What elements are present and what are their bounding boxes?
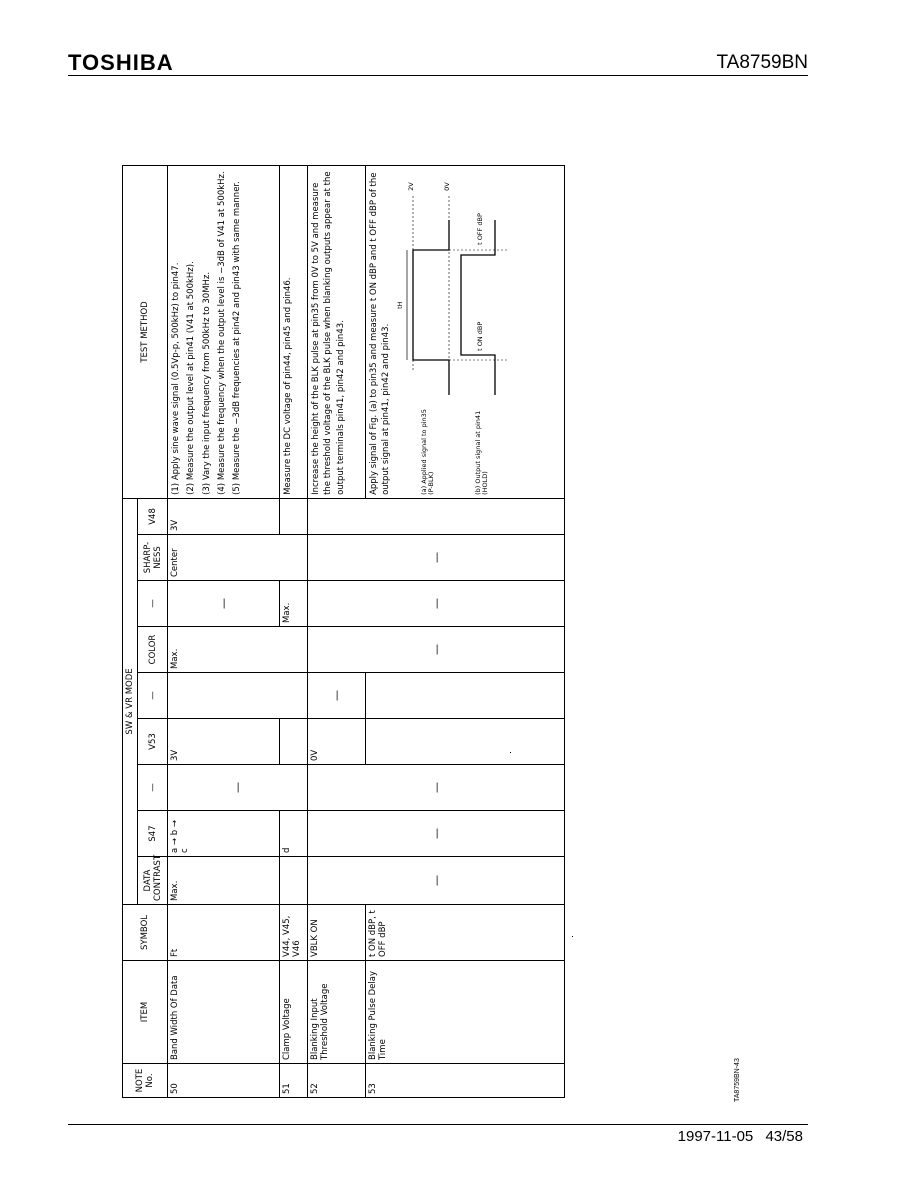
v53-value: 0V	[308, 719, 366, 765]
v53-value	[366, 719, 565, 765]
method-step: (2) Measure the output level at pin41 (V41 at 500kHz).	[186, 261, 197, 495]
test-method	[366, 166, 565, 499]
side-page-code	[734, 1032, 748, 1102]
color-value: —	[308, 627, 565, 673]
footer-rule	[68, 1124, 808, 1125]
dash1-value: —	[168, 765, 308, 811]
header-note: NOTE No.	[123, 1064, 168, 1098]
note-number: 52	[308, 1064, 366, 1098]
timing-figure	[397, 169, 515, 495]
header-sharpness: SHARP-NESS	[138, 535, 168, 581]
method-step: (5) Measure the −3dB frequencies at pin42 and pin43 with same manner.	[232, 181, 243, 495]
dash3-value: Max.	[280, 581, 308, 627]
rotated-table-area	[122, 165, 563, 1098]
item-name: Blanking Pulse Delay Time	[366, 961, 565, 1064]
method-step: (1) Apply sine wave signal (0.5Vp-p, 500kHz) to pin47.	[171, 262, 181, 495]
test-method	[308, 166, 366, 499]
dash2-value: —	[308, 673, 366, 719]
note-number: 51	[280, 1064, 308, 1098]
output-pulse-waveform	[461, 220, 495, 395]
header-rule	[68, 75, 808, 76]
v48-value	[280, 498, 308, 534]
header-dash-1: —	[138, 765, 168, 811]
brand-logo: TOSHIBA	[68, 50, 174, 75]
header-dash-3: —	[138, 581, 168, 627]
header-s47: S47	[138, 811, 168, 857]
speck	[510, 752, 511, 753]
item-name: Band Width Of Data	[168, 961, 280, 1064]
header-data-contrast: DATA CONTRAST	[138, 857, 168, 905]
rotated-table-content	[122, 165, 563, 1098]
timing-diagram	[397, 115, 515, 495]
data-contrast-value: Max.	[168, 857, 280, 905]
dash2-value	[366, 673, 565, 719]
t-off-label: t OFF dBP	[475, 213, 484, 245]
page-footer	[670, 1128, 803, 1145]
speck	[572, 936, 573, 937]
v53-value	[280, 719, 308, 765]
method-step: Measure the DC voltage of pin44, pin45 and pin46.	[283, 277, 293, 495]
level-mid-label: 0V	[442, 182, 451, 191]
part-number: TA8759BN	[716, 52, 808, 73]
v48-value	[308, 498, 565, 534]
method-step: (4) Measure the frequency when the output level is −3dB of V41 at 500kHz.	[216, 171, 227, 495]
sharpness-value: Center	[168, 535, 308, 581]
test-method	[168, 166, 280, 499]
t-on-label: t ON dBP	[475, 321, 484, 351]
header-v53: V53	[138, 719, 168, 765]
header-symbol: SYMBOL	[123, 905, 168, 961]
figure-a-label: (a) Applied signal to pin35 (P-BLK)	[419, 409, 436, 495]
symbol: VBLK ON	[308, 905, 366, 961]
v53-value: 3V	[168, 719, 280, 765]
level-top-label: 2V	[406, 182, 415, 191]
th-label: tH	[395, 301, 404, 309]
method-step: Increase the height of the BLK pulse at pin35 from 0V to 5V and measure the threshold voltage of the BLK pulse when blanking outputs appear at the output terminals pin41, pin42 and pin43.	[311, 171, 346, 495]
header-color: COLOR	[138, 627, 168, 673]
header-sw-group: SW & VR MODE	[123, 498, 138, 904]
header-v48: V48	[138, 498, 168, 534]
method-step: (3) Vary the input frequency from 500kHz to 30MHz.	[201, 271, 212, 495]
v48-value: 3V	[168, 498, 280, 534]
dash2-value	[168, 673, 308, 719]
dash1-value: —	[308, 765, 565, 811]
item-name: Clamp Voltage	[280, 961, 308, 1064]
s47-value: a → b → c	[168, 811, 280, 857]
side-page-code-text: TA8759BN-43	[734, 1058, 741, 1102]
color-value: Max.	[168, 627, 308, 673]
symbol: V44, V45, V46	[280, 905, 308, 961]
s47-value: —	[308, 811, 565, 857]
item-name: Blanking Input Threshold Voltage	[308, 961, 366, 1064]
test-conditions-table	[122, 165, 565, 1098]
page-header	[68, 50, 808, 76]
test-method	[280, 166, 308, 499]
note-number: 50	[168, 1064, 280, 1098]
header-test-method: TEST METHOD	[123, 166, 168, 499]
table-row	[168, 166, 280, 1098]
table-row	[308, 166, 366, 1098]
dash3-value: —	[308, 581, 565, 627]
figure-b-label: (b) Output signal at pin41 (HOLD)	[473, 410, 490, 495]
applied-pulse-waveform	[413, 220, 449, 395]
s47-value: d	[280, 811, 308, 857]
sharpness-value: —	[308, 535, 565, 581]
data-contrast-value: —	[308, 857, 565, 905]
footer-page: 43/58	[765, 1128, 803, 1145]
symbol: Ft	[168, 905, 280, 961]
dash3-value: —	[168, 581, 280, 627]
header-item: ITEM	[123, 961, 168, 1064]
footer-date: 1997-11-05	[677, 1128, 754, 1145]
symbol: t ON dBP, t OFF dBP	[366, 905, 565, 961]
note-number: 53	[366, 1064, 565, 1098]
data-contrast-value	[280, 857, 308, 905]
header-dash-2: —	[138, 673, 168, 719]
method-step: Apply signal of Fig. (a) to pin35 and measure t ON dBP and t OFF dBP of the output signal at pin41, pin42 and pin43.	[369, 172, 392, 495]
